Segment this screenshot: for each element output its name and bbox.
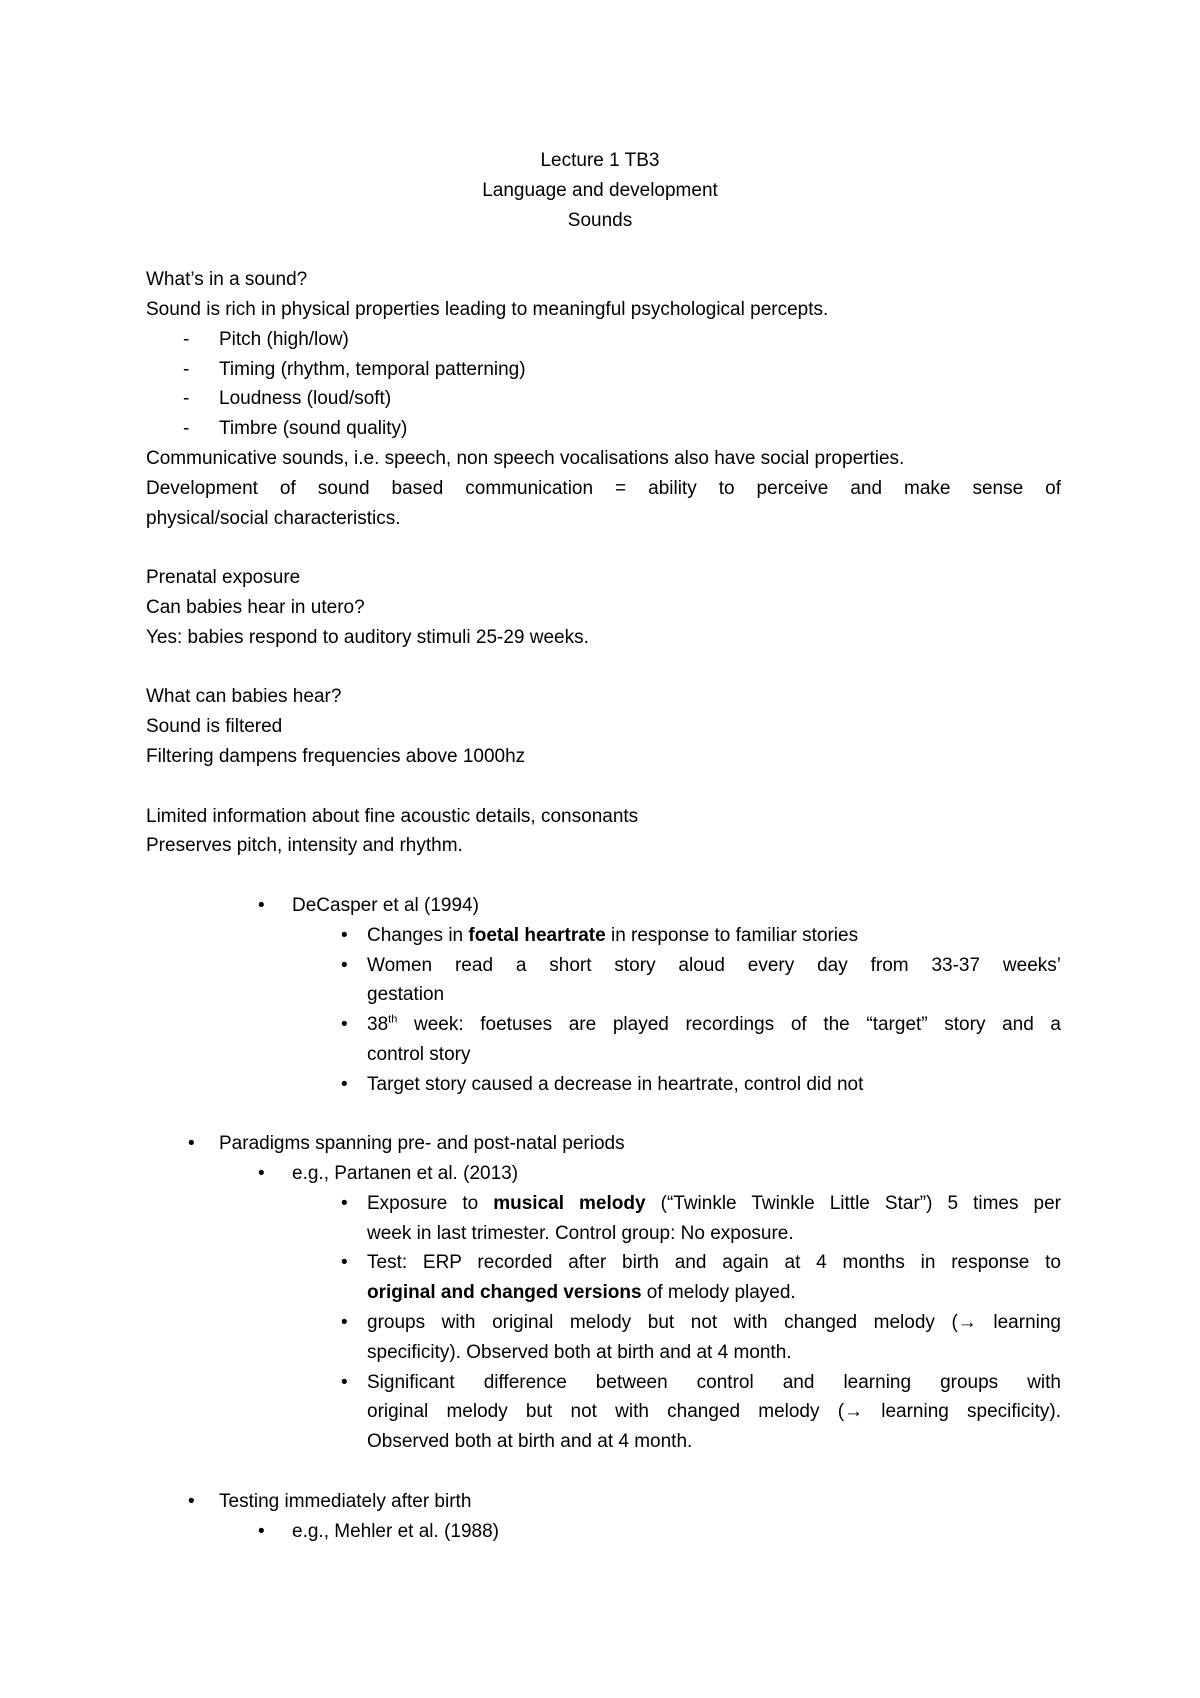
- list-item: • 38th week: foetuses are played recordings of the “target” story and a: [0, 1010, 1200, 1040]
- section-heading: What can babies hear?: [146, 686, 342, 708]
- doc-title: Lecture 1 TB3: [540, 150, 660, 171]
- section-heading: What’s in a sound?: [146, 269, 308, 291]
- bullet-marker: •: [188, 1133, 195, 1155]
- list-item: • e.g., Mehler et al. (1988): [0, 1517, 1200, 1547]
- list-item: - Pitch (high/low): [0, 325, 1200, 355]
- doc-topic: Sounds: [567, 209, 633, 231]
- paragraph: Sound is rich in physical properties leading to meaningful psychological percepts.: [146, 298, 829, 320]
- section-heading: Prenatal exposure: [146, 567, 301, 589]
- bullet-marker: •: [258, 1163, 265, 1185]
- bullet-marker: •: [258, 1520, 265, 1542]
- dash-marker: -: [183, 328, 190, 350]
- paragraph: Sound is filtered: [146, 716, 283, 738]
- bullet-marker: •: [258, 894, 265, 916]
- list-item: • Significant difference between control and learning groups with: [0, 1368, 1200, 1398]
- bullet-marker: •: [341, 1014, 348, 1036]
- list-item: • Paradigms spanning pre- and post-natal periods: [0, 1129, 1200, 1159]
- bullet-marker: •: [341, 924, 348, 946]
- bullet-marker: •: [341, 1371, 348, 1393]
- list-item: - Timbre (sound quality): [0, 414, 1200, 444]
- list-item: • DeCasper et al (1994): [0, 891, 1200, 921]
- paragraph: Communicative sounds, i.e. speech, non speech vocalisations also have social properties.: [146, 447, 905, 469]
- document-page: Lecture 1 TB3 Language and development Sounds What’s in a sound? Sound is rich in physical properties leading to meaningful psychological percepts. - Pitch (high/low) - Timing (rhythm, temporal patterning) - Loudness (loud/soft) - Timbre (sound quality) Communicative sounds, i.e. speech, non speech vocalisations also have social properties. Development of sound based communication = ability to perceive and make sense of physical/social characteristics. Prenatal exposure Can babies hear in utero? Yes: babies respond to auditory stimuli 25-29 weeks. What can babies hear? Sound is filtered Filtering dampens frequencies above 1000hz Limited information about fine acoustic details, consonants Preserves pitch, intensity and rhythm. • DeCasper et al (1994) • Changes in foetal heartrate in response to familiar stories • Women read a short story aloud every day from 33-37 weeks’ gestation • 38th week: foetuses are played recordings of the “target” story and a control story • Target story caused a decrease in heartrate, control did not • Paradigms spanning pre- and post-natal periods • e.g., Partanen et al. (2013) • Exposure to musical melody (“Twinkle Twinkle Little Star”) 5 times per week in last trimester. Control group: No exposure. • Test: ERP recorded after birth and again at 4 months in response to original and changed versions of melody played. • groups with original melody but not with changed melody (→ learning specificity). Observed both at birth and at 4 month. • Significant difference between control and learning groups with original melody but not with changed melody (→ learning specificity). Observed both at birth and at 4 month. • Testing immediately after birth • e.g., Mehler et al. (1988): [0, 146, 1200, 1546]
- dash-marker: -: [183, 418, 190, 440]
- list-item: • Testing immediately after birth: [0, 1487, 1200, 1517]
- paragraph: Preserves pitch, intensity and rhythm.: [146, 835, 463, 857]
- list-item: • Exposure to musical melody (“Twinkle Twinkle Little Star”) 5 times per: [0, 1189, 1200, 1219]
- dash-marker: -: [183, 388, 190, 410]
- list-item: • Women read a short story aloud every day from 33-37 weeks’: [0, 951, 1200, 981]
- list-item: - Timing (rhythm, temporal patterning): [0, 355, 1200, 385]
- list-item: - Loudness (loud/soft): [0, 384, 1200, 414]
- paragraph: Development of sound based communication = ability to perceive and make sense of: [146, 477, 1061, 499]
- list-item: • Target story caused a decrease in heartrate, control did not: [0, 1070, 1200, 1100]
- bullet-marker: •: [341, 1073, 348, 1095]
- bullet-marker: •: [341, 954, 348, 976]
- paragraph: Limited information about fine acoustic details, consonants: [146, 805, 639, 827]
- dash-marker: -: [183, 358, 190, 380]
- bullet-marker: •: [341, 1312, 348, 1334]
- paragraph: physical/social characteristics.: [146, 507, 401, 529]
- paragraph: Yes: babies respond to auditory stimuli 25-29 weeks.: [146, 626, 589, 648]
- paragraph: Can babies hear in utero?: [146, 596, 365, 618]
- bullet-marker: •: [341, 1252, 348, 1274]
- list-item: • Changes in foetal heartrate in response to familiar stories: [0, 921, 1200, 951]
- doc-subtitle: Language and development: [482, 179, 718, 201]
- bullet-marker: •: [341, 1192, 348, 1214]
- paragraph: Filtering dampens frequencies above 1000hz: [146, 745, 526, 767]
- list-item: • groups with original melody but not with changed melody (→ learning: [0, 1308, 1200, 1338]
- list-item: • Test: ERP recorded after birth and again at 4 months in response to: [0, 1248, 1200, 1278]
- list-item: • e.g., Partanen et al. (2013): [0, 1159, 1200, 1189]
- bullet-marker: •: [188, 1490, 195, 1512]
